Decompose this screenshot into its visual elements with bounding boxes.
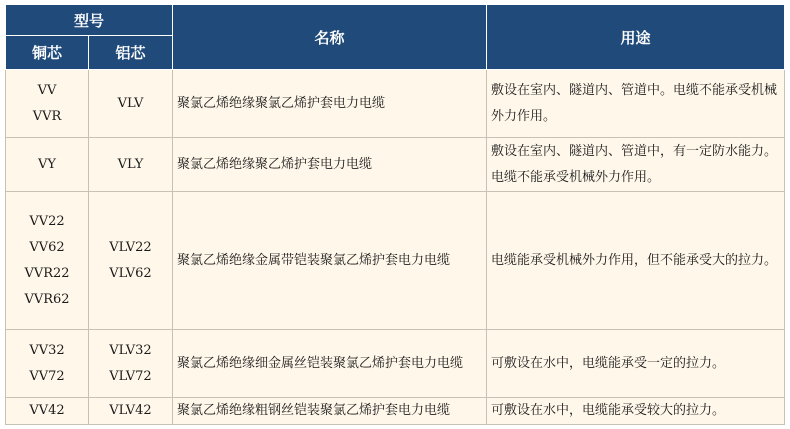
table-row bbox=[6, 70, 785, 138]
name-cell: 聚氯乙烯绝缘聚乙烯护套电力电缆 bbox=[173, 138, 487, 192]
aluminum-model: VLY bbox=[117, 156, 144, 172]
aluminum-model: VLV62 bbox=[109, 265, 152, 281]
cable-spec-table bbox=[5, 4, 785, 425]
aluminum-header: 铝芯 bbox=[89, 36, 173, 70]
header-row-top bbox=[6, 5, 785, 36]
copper-model: VV22 bbox=[29, 213, 65, 229]
copper-model: VVR bbox=[32, 108, 62, 124]
aluminum-model: VLV72 bbox=[109, 368, 152, 384]
copper-cell bbox=[6, 330, 89, 398]
name-header: 名称 bbox=[173, 5, 487, 70]
copper-cell bbox=[6, 138, 89, 192]
table-row bbox=[6, 398, 785, 425]
copper-model: VY bbox=[38, 156, 56, 172]
usage-header: 用途 bbox=[487, 5, 785, 70]
copper-model: VV42 bbox=[29, 403, 65, 418]
name-cell: 聚氯乙烯绝缘聚氯乙烯护套电力电缆 bbox=[173, 70, 487, 138]
copper-cell bbox=[6, 70, 89, 138]
usage-cell: 敷设在室内、隧道内、管道中，有一定防水能力。电缆不能承受机械外力作用。 bbox=[487, 138, 785, 192]
usage-cell: 电缆能承受机械外力作用，但不能承受大的拉力。 bbox=[487, 192, 785, 330]
name-cell: 聚氯乙烯绝缘金属带铠装聚氯乙烯护套电力电缆 bbox=[173, 192, 487, 330]
name-cell: 聚氯乙烯绝缘粗钢丝铠装聚氯乙烯护套电力电缆 bbox=[173, 398, 487, 425]
copper-header: 铜芯 bbox=[6, 36, 89, 70]
usage-cell: 可敷设在水中，电缆能承受一定的拉力。 bbox=[487, 330, 785, 398]
name-cell: 聚氯乙烯绝缘细金属丝铠装聚氯乙烯护套电力电缆 bbox=[173, 330, 487, 398]
copper-cell bbox=[6, 398, 89, 425]
table-row bbox=[6, 330, 785, 398]
copper-model: VV62 bbox=[29, 239, 65, 255]
aluminum-cell bbox=[89, 138, 173, 192]
usage-cell: 可敷设在水中，电缆能承受较大的拉力。 bbox=[487, 398, 785, 425]
aluminum-cell bbox=[89, 192, 173, 330]
table-row bbox=[6, 192, 785, 330]
model-header: 型号 bbox=[6, 5, 173, 36]
copper-model: VVR22 bbox=[24, 265, 70, 281]
aluminum-model: VLV42 bbox=[109, 403, 152, 418]
copper-model: VVR62 bbox=[24, 291, 70, 307]
aluminum-model: VLV bbox=[117, 95, 144, 111]
aluminum-model: VLV22 bbox=[109, 239, 152, 255]
copper-model: VV72 bbox=[29, 368, 65, 384]
copper-model: VV32 bbox=[29, 342, 65, 358]
table-row bbox=[6, 138, 785, 192]
usage-cell: 敷设在室内、隧道内、管道中。电缆不能承受机械外力作用。 bbox=[487, 70, 785, 138]
aluminum-model: VLV32 bbox=[109, 342, 152, 358]
copper-cell bbox=[6, 192, 89, 330]
aluminum-cell bbox=[89, 70, 173, 138]
copper-model: VV bbox=[37, 82, 57, 98]
aluminum-cell bbox=[89, 330, 173, 398]
aluminum-cell bbox=[89, 398, 173, 425]
